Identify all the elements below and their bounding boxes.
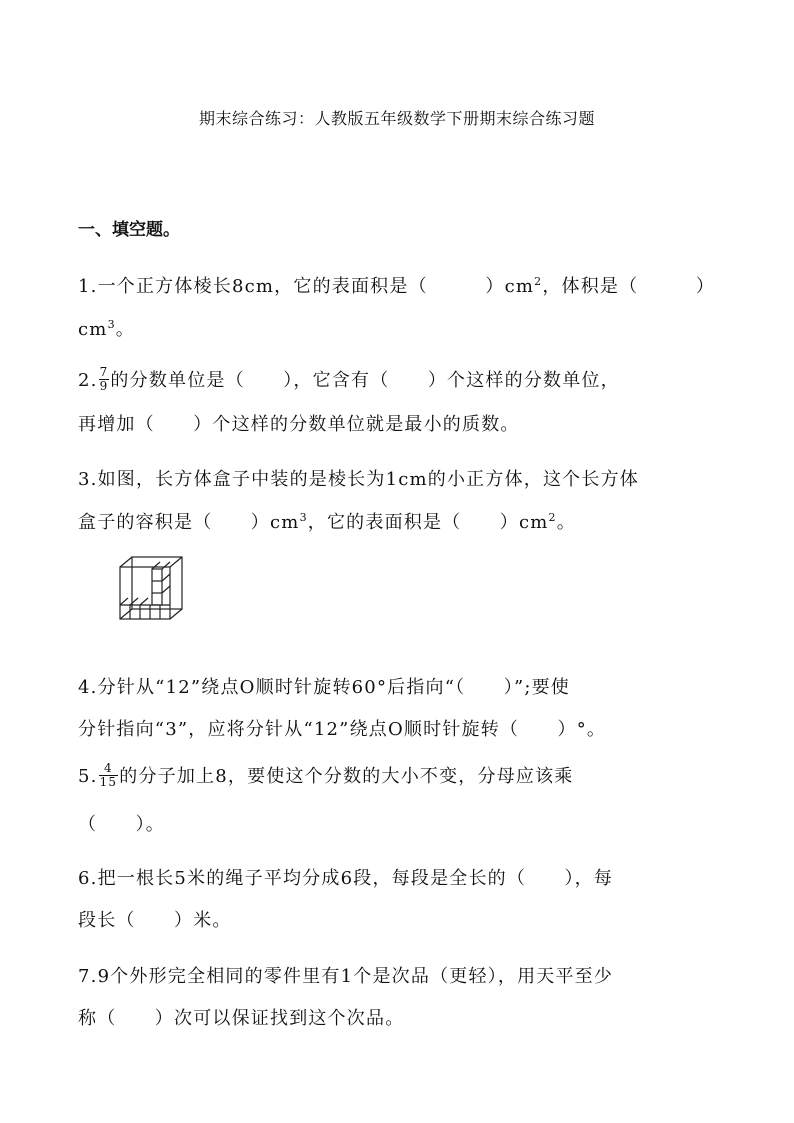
question-5-line-1: 5. $\frac{4}{15}$ 的分子加上8，要使这个分数的大小不变，分母应该乘: [78, 760, 574, 789]
question-4-line-1: 4.分针从“12”绕点O顺时针旋转60°后指向“（ ）”;要使: [78, 677, 571, 698]
page-title: 期末综合练习：人教版五年级数学下册期末综合练习题: [198, 109, 595, 128]
fraction-7-9: $\frac{7}{9}$: [99, 364, 109, 393]
question-2-line-2: 再增加（ ）个这样的分数单位就是最小的质数。: [78, 414, 520, 435]
question-5-line-2: （ ）。: [78, 814, 165, 835]
question-3-line-2: 盒子的容积是（ ）$cm^3$，它的表面积是（ ）$cm^2$。: [78, 511, 576, 533]
fraction-4-15: $\frac{4}{15}$: [99, 760, 118, 789]
question-7-line-2: 称（ ）次可以保证找到这个次品。: [78, 1008, 405, 1029]
question-2-line-1: 2. $\frac{7}{9}$ 的分数单位是（ ），它含有（ ）个这样的分数单位，: [78, 364, 620, 393]
question-6-line-1: 6.把一根长5米的绳子平均分成6段，每段是全长的（ ），每: [78, 868, 614, 889]
question-7-line-1: 7.9个外形完全相同的零件里有1个是次品（更轻），用天平至少: [78, 966, 614, 987]
question-1-line-2: $cm^3$。: [78, 318, 135, 340]
section-heading: 一、填空题。: [78, 220, 180, 240]
question-1-line-1: 1.一个正方体棱长8cm，它的表面积是（ ）$cm^2$，体积是（ ）: [78, 275, 716, 297]
question-3-line-1: 3.如图，长方体盒子中装的是棱长为1cm的小正方体，这个长方体: [78, 469, 639, 490]
question-4-line-2: 分针指向“3”，应将分针从“12”绕点O顺时针旋转（ ）°。: [78, 719, 607, 740]
question-6-line-2: 段长（ ）米。: [78, 910, 232, 931]
cuboid-box-with-unit-cubes-icon: [118, 555, 184, 621]
